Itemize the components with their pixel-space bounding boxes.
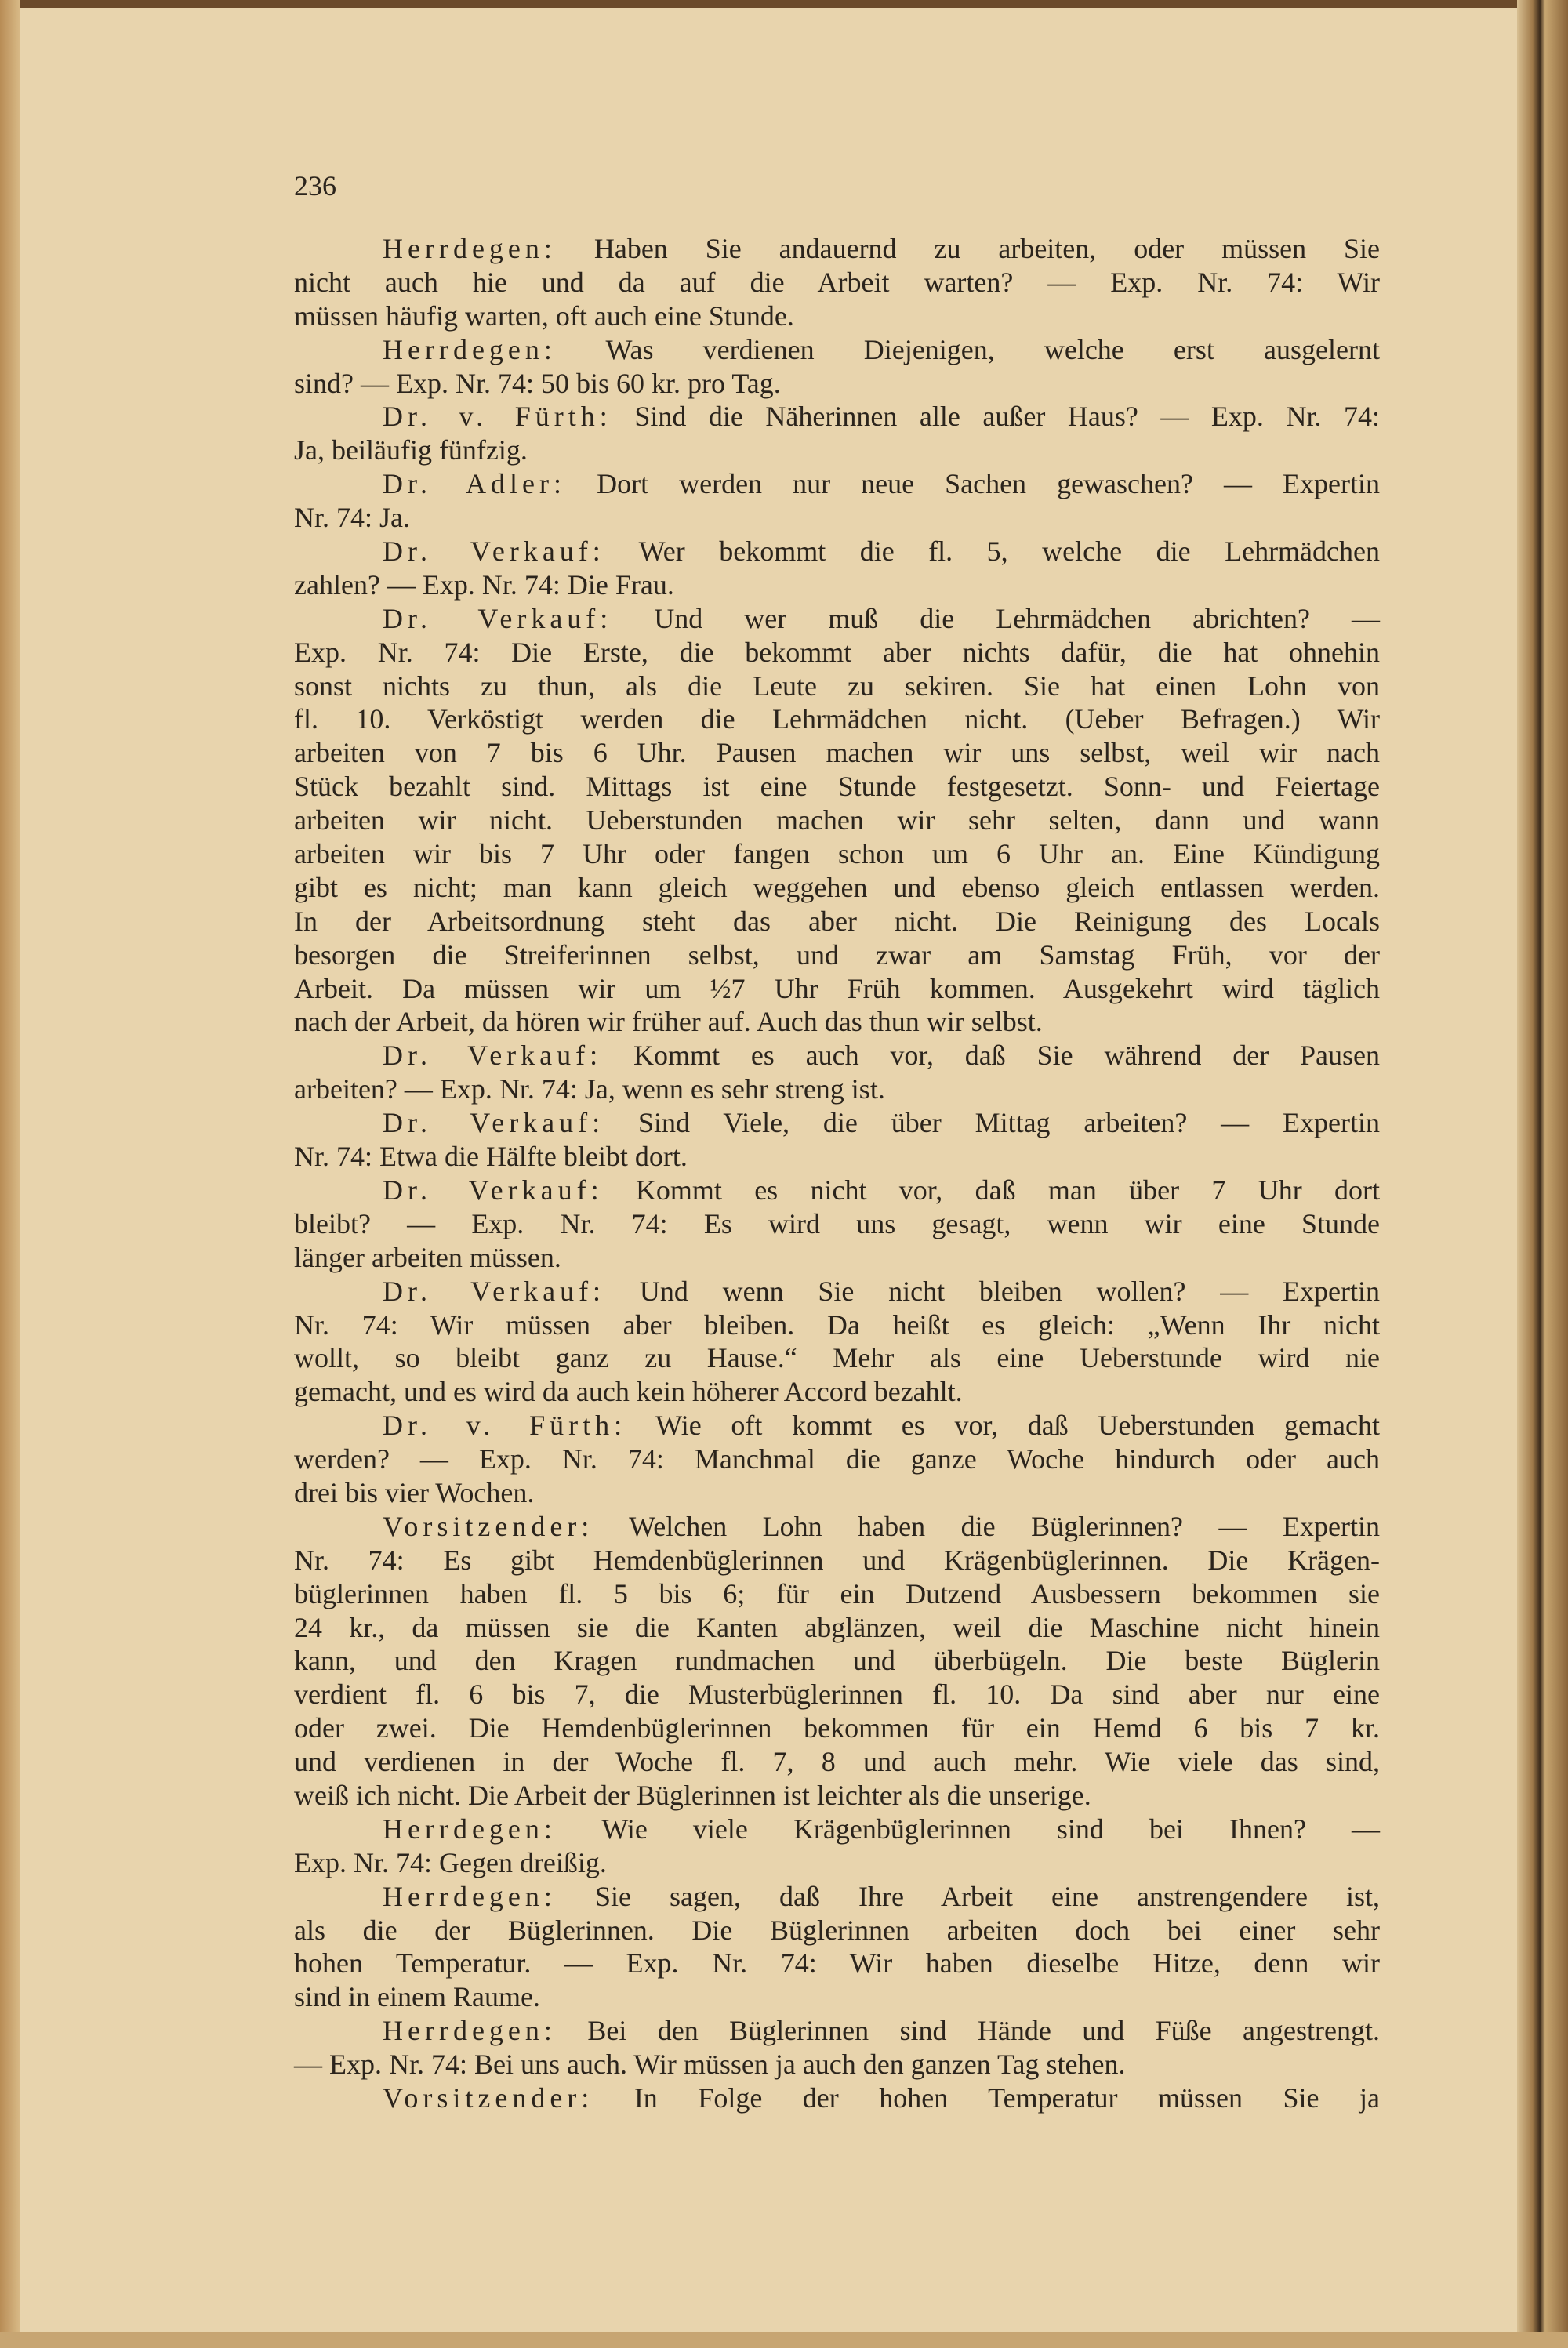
speaker-name: Dr. Verkauf: [383, 535, 605, 568]
text-line [294, 1813, 1380, 1846]
text-line [294, 602, 1380, 636]
speaker-name: Herrdegen: [383, 2015, 557, 2047]
line-text: sind? — Exp. Nr. 74: 50 bis 60 kr. pro Tag. [294, 367, 781, 399]
speaker-name: Herrdegen: [383, 333, 557, 365]
line-text: als die der Büglerinnen. Die Büglerinnen arbeiten doch bei einer sehr [294, 1914, 1380, 1946]
text-line [294, 736, 1380, 770]
text-line [294, 2081, 1380, 2115]
text-line [294, 1275, 1380, 1308]
dialogue-paragraph [294, 1409, 1380, 1510]
dialogue-paragraph [294, 467, 1380, 535]
speaker-name: Dr. Verkauf: [383, 1040, 603, 1072]
line-text: Kommt es nicht vor, daß man über 7 Uhr dort [635, 1174, 1380, 1206]
line-text: Welchen Lohn haben die Büglerinnen? — Expertin [629, 1510, 1380, 1542]
line-text: müssen häufig warten, oft auch eine Stunde. [294, 299, 794, 332]
text-line [294, 535, 1380, 568]
speaker-name: Dr. Adler: [383, 468, 567, 500]
text-line [294, 1005, 1380, 1039]
text-line [294, 1207, 1380, 1241]
line-text: fl. 10. Verköstigt werden die Lehrmädchen nicht. (Ueber Befragen.) Wir [294, 703, 1380, 735]
line-text: arbeiten wir nicht. Ueberstunden machen wir sehr selten, dann und wann [294, 804, 1380, 836]
line-text: oder zwei. Die Hemdenbüglerinnen bekommen für ein Hemd 6 bis 7 kr. [294, 1712, 1380, 1744]
text-line [294, 1577, 1380, 1611]
line-text: gibt es nicht; man kann gleich weggehen und ebenso gleich entlassen werden. [294, 871, 1380, 903]
line-text: Exp. Nr. 74: Die Erste, die bekommt aber nichts dafür, die hat ohnehin [294, 636, 1380, 668]
text-line [294, 467, 1380, 501]
text-line [294, 1443, 1380, 1476]
line-text: Wie oft kommt es vor, daß Ueberstunden gemacht [655, 1410, 1380, 1442]
body-text [294, 232, 1380, 2115]
text-line [294, 266, 1380, 299]
line-text: sind in einem Raume. [294, 1981, 540, 2013]
text-line [294, 670, 1380, 703]
text-line [294, 2048, 1380, 2081]
line-text: Nr. 74: Ja. [294, 502, 410, 534]
line-text: Nr. 74: Wir müssen aber bleiben. Da heißt es gleich: „Wenn Ihr nicht [294, 1308, 1380, 1341]
line-text: arbeiten wir bis 7 Uhr oder fangen schon um 6 Uhr an. Eine Kündigung [294, 838, 1380, 870]
text-line [294, 770, 1380, 804]
line-text: Und wer muß die Lehrmädchen abrichten? — [654, 602, 1381, 634]
speaker-name: Dr. Verkauf: [383, 1275, 606, 1307]
line-text: zahlen? — Exp. Nr. 74: Die Frau. [294, 568, 674, 601]
text-line [294, 702, 1380, 736]
text-line [294, 1510, 1380, 1544]
text-line [294, 1980, 1380, 2014]
dialogue-paragraph [294, 1510, 1380, 1813]
line-text: drei bis vier Wochen. [294, 1476, 535, 1508]
text-line [294, 501, 1380, 535]
speaker-name: Dr. Verkauf: [383, 1174, 604, 1206]
line-text: werden? — Exp. Nr. 74: Manchmal die ganze Woche hindurch oder auch [294, 1443, 1380, 1475]
text-line [294, 1476, 1380, 1510]
text-line [294, 972, 1380, 1006]
line-text: Exp. Nr. 74: Gegen dreißig. [294, 1846, 607, 1878]
line-text: arbeiten von 7 bis 6 Uhr. Pausen machen wir uns selbst, weil wir nach [294, 737, 1380, 769]
line-text: — Exp. Nr. 74: Bei uns auch. Wir müssen ja auch den ganzen Tag stehen. [294, 2049, 1126, 2081]
text-line [294, 1241, 1380, 1275]
text-line [294, 938, 1380, 972]
text-line [294, 1341, 1380, 1375]
dialogue-paragraph [294, 1275, 1380, 1410]
text-line [294, 400, 1380, 434]
text-line [294, 1846, 1380, 1880]
dialogue-paragraph [294, 1039, 1380, 1106]
line-text: nicht auch hie und da auf die Arbeit warten? — Exp. Nr. 74: Wir [294, 266, 1380, 298]
text-line [294, 1947, 1380, 1980]
text-line [294, 1711, 1380, 1745]
line-text: Wer bekommt die fl. 5, welche die Lehrmädchen [638, 535, 1380, 568]
text-line [294, 2014, 1380, 2048]
line-text: verdient fl. 6 bis 7, die Musterbüglerinnen fl. 10. Da sind aber nur eine [294, 1678, 1380, 1711]
line-text: wollt, so bleibt ganz zu Hause.“ Mehr als eine Ueberstunde wird nie [294, 1342, 1380, 1374]
page-edge-binding [0, 0, 20, 2348]
text-line [294, 1914, 1380, 1947]
line-text: Wie viele Krägenbüglerinnen sind bei Ihnen? — [601, 1813, 1381, 1845]
page-edge-bottom [0, 2332, 1568, 2348]
speaker-name: Herrdegen: [383, 1880, 557, 1912]
line-text: 24 kr., da müssen sie die Kanten abglänzen, weil die Maschine nicht hinein [294, 1611, 1380, 1643]
line-text: Sind die Näherinnen alle außer Haus? — Exp. Nr. 74: [634, 401, 1380, 433]
text-line [294, 1409, 1380, 1443]
text-line [294, 1039, 1380, 1072]
text-line [294, 1140, 1380, 1174]
line-text: besorgen die Streiferinnen selbst, und zwar am Samstag Früh, vor der [294, 938, 1380, 971]
line-text: hohen Temperatur. — Exp. Nr. 74: Wir haben dieselbe Hitze, denn wir [294, 1947, 1380, 1980]
speaker-name: Dr. Verkauf: [383, 1107, 605, 1139]
text-line [294, 1174, 1380, 1207]
speaker-name: Herrdegen: [383, 233, 557, 264]
line-text: gemacht, und es wird da auch kein höherer Accord bezahlt. [294, 1376, 963, 1408]
text-line [294, 1544, 1380, 1577]
dialogue-paragraph [294, 535, 1380, 602]
dialogue-paragraph [294, 1813, 1380, 1880]
line-text: Nr. 74: Es gibt Hemdenbüglerinnen und Krägenbüglerinnen. Die Krägen- [294, 1544, 1380, 1576]
dialogue-paragraph [294, 1174, 1380, 1275]
line-text: In Folge der hohen Temperatur müssen Sie ja [633, 2081, 1380, 2114]
line-text: bleibt? — Exp. Nr. 74: Es wird uns gesagt, wenn wir eine Stunde [294, 1207, 1380, 1239]
line-text: nach der Arbeit, da hören wir früher auf. Auch das thun wir selbst. [294, 1006, 1043, 1038]
speaker-name: Dr. Verkauf: [383, 602, 613, 634]
text-line [294, 804, 1380, 837]
dialogue-paragraph [294, 2081, 1380, 2115]
line-text: Und wenn Sie nicht bleiben wollen? — Expertin [639, 1275, 1381, 1307]
text-line [294, 871, 1380, 905]
page-edge-top [0, 0, 1568, 8]
line-text: weiß ich nicht. Die Arbeit der Büglerinnen ist leichter als die unserige. [294, 1779, 1091, 1811]
speaker-name: Vorsitzender: [383, 1510, 594, 1542]
page-edge-right [1517, 0, 1568, 2348]
line-text: kann, und den Kragen rundmachen und überbügeln. Die beste Büglerin [294, 1645, 1380, 1677]
line-text: Sind Viele, die über Mittag arbeiten? — Expertin [638, 1107, 1380, 1139]
line-text: Was verdienen Diejenigen, welche erst ausgelernt [605, 333, 1380, 365]
line-text: Kommt es auch vor, daß Sie während der Pausen [633, 1040, 1381, 1072]
line-text: büglerinnen haben fl. 5 bis 6; für ein Dutzend Ausbessern bekommen sie [294, 1577, 1380, 1609]
dialogue-paragraph [294, 2014, 1380, 2081]
speaker-name: Herrdegen: [383, 1813, 557, 1845]
line-text: länger arbeiten müssen. [294, 1241, 561, 1273]
text-line [294, 568, 1380, 602]
line-text: Dort werden nur neue Sachen gewaschen? — Expertin [597, 468, 1381, 500]
dialogue-paragraph [294, 1106, 1380, 1174]
text-line [294, 1644, 1380, 1678]
dialogue-paragraph [294, 400, 1380, 467]
line-text: Nr. 74: Etwa die Hälfte bleibt dort. [294, 1141, 688, 1173]
text-line [294, 1611, 1380, 1645]
text-line [294, 636, 1380, 670]
text-line [294, 232, 1380, 266]
speaker-name: Dr. v. Fürth: [383, 1410, 627, 1442]
text-line [294, 299, 1380, 333]
text-line [294, 1779, 1380, 1813]
speaker-name: Vorsitzender: [383, 2081, 594, 2114]
line-text: Arbeit. Da müssen wir um ½7 Uhr Früh kommen. Ausgekehrt wird täglich [294, 972, 1380, 1004]
line-text: und verdienen in der Woche fl. 7, 8 und auch mehr. Wie viele das sind, [294, 1746, 1380, 1778]
text-line [294, 837, 1380, 871]
text-line [294, 367, 1380, 401]
text-line [294, 1072, 1380, 1106]
dialogue-paragraph [294, 602, 1380, 1040]
line-text: Sie sagen, daß Ihre Arbeit eine anstrengendere ist, [594, 1880, 1380, 1912]
text-line [294, 434, 1380, 467]
dialogue-paragraph [294, 333, 1380, 401]
text-line [294, 1880, 1380, 1914]
text-line [294, 1745, 1380, 1779]
text-line [294, 1106, 1380, 1140]
text-line [294, 1375, 1380, 1409]
dialogue-paragraph [294, 1880, 1380, 2015]
line-text: In der Arbeitsordnung steht das aber nicht. Die Reinigung des Locals [294, 905, 1380, 937]
line-text: Ja, beiläufig fünfzig. [294, 434, 528, 466]
text-line [294, 1678, 1380, 1711]
text-line [294, 333, 1380, 367]
text-line [294, 905, 1380, 938]
line-text: Bei den Büglerinnen sind Hände und Füße angestrengt. [587, 2015, 1380, 2047]
dialogue-paragraph [294, 232, 1380, 333]
line-text: arbeiten? — Exp. Nr. 74: Ja, wenn es sehr streng ist. [294, 1073, 885, 1105]
speaker-name: Dr. v. Fürth: [383, 401, 612, 433]
line-text: sonst nichts zu thun, als die Leute zu sekiren. Sie hat einen Lohn von [294, 670, 1380, 702]
line-text: Haben Sie andauernd zu arbeiten, oder müssen Sie [593, 233, 1380, 264]
text-line [294, 1308, 1380, 1342]
page-number: 236 [294, 170, 336, 201]
line-text: Stück bezahlt sind. Mittags ist eine Stunde festgesetzt. Sonn- und Feiertage [294, 771, 1380, 803]
